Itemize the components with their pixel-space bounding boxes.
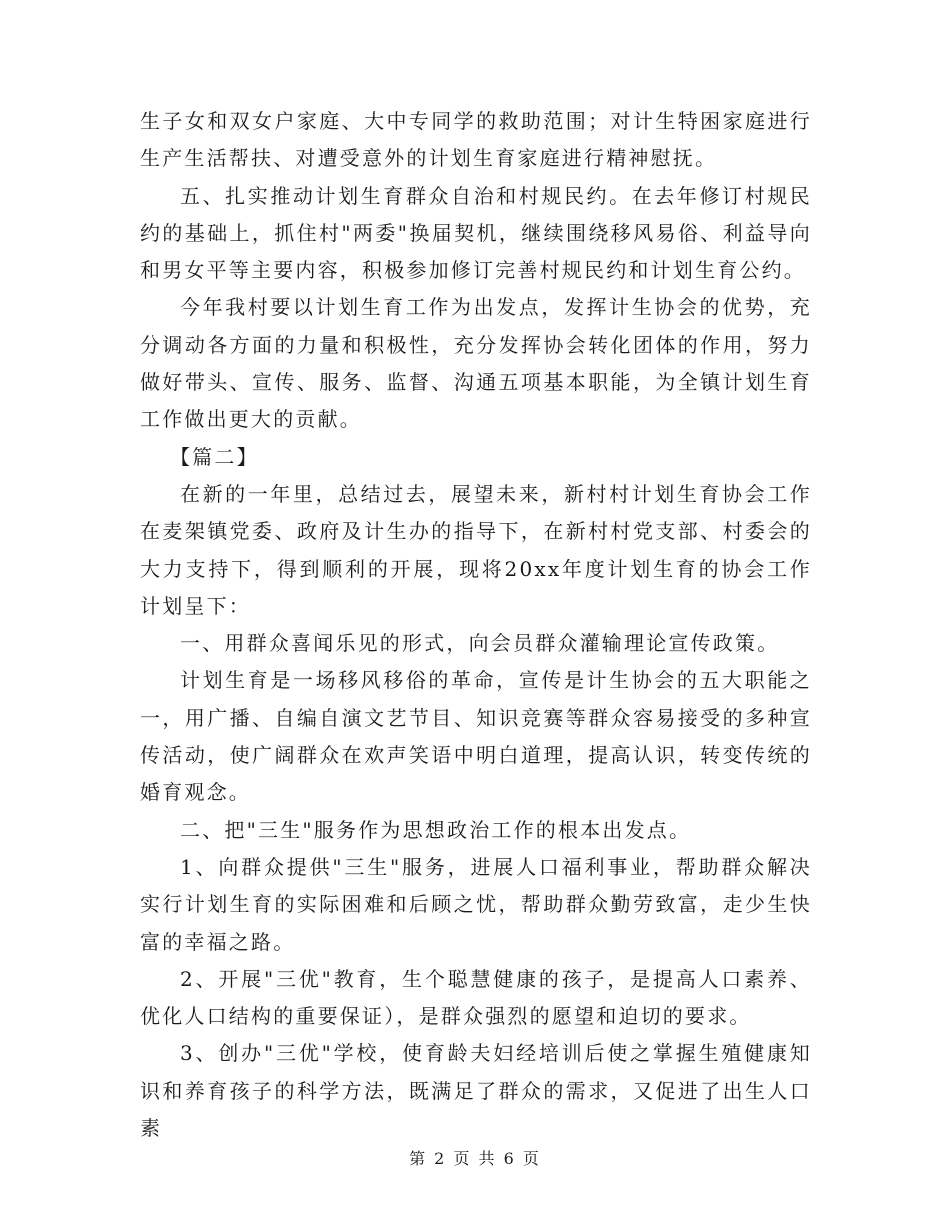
paragraph-item-5: 五、扎实推动计划生育群众自治和村规民约。在去年修订村规民约的基础上，抓住村"两委"换届契机，继续围绕移风易俗、利益导向和男女平等主要内容，积极参加修订完善村规民约和计划生育公约。 [140,183,812,283]
paragraph-subitem-3: 3、创办"三优"学校，使育龄夫妇经培训后使之掌握生殖健康知识和养育孩子的科学方法，既满足了群众的需求，又促进了出生人口素 [140,1041,812,1141]
paragraph-subitem-2: 2、开展"三优"教育，生个聪慧健康的孩子，是提高人口素养、优化人口结构的重要保证），是群众强烈的愿望和迫切的要求。 [140,966,812,1029]
paragraph-continuation: 生子女和双女户家庭、大中专同学的救助范围；对计生特困家庭进行生产生活帮扶、对遭受意外的计划生育家庭进行精神慰抚。 [140,109,812,171]
paragraph-item-1: 一、用群众喜闻乐见的形式，向会员群众灌输理论宣传政策。 [180,631,780,656]
section-heading: 【篇二】 [170,444,259,469]
paragraph-intro: 在新的一年里，总结过去，展望未来，新村村计划生育协会工作在麦架镇党委、政府及计生办的指导下，在新村村党支部、村委会的大力支持下，得到顺利的开展，现将20xx年度计划生育的协会工作计划呈下： [140,481,812,618]
document-body [140,103,812,1147]
paragraph-summary: 今年我村要以计划生育工作为出发点，发挥计生协会的优势，充分调动各方面的力量和积极性，充分发挥协会转化团体的作用，努力做好带头、宣传、服务、监督、沟通五项基本职能，为全镇计划生育工作做出更大的贡献。 [140,295,812,432]
paragraph-subitem-1: 1、向群众提供"三生"服务，进展人口福利事业，帮助群众解决实行计划生育的实际困难和后顾之忧，帮助群众勤劳致富，走少生快富的幸福之路。 [140,854,812,954]
paragraph-item-2: 二、把"三生"服务作为思想政治工作的根本出发点。 [180,817,692,842]
page-number-footer: 第 2 页 共 6 页 [409,1149,541,1168]
paragraph-propaganda: 计划生育是一场移风移俗的革命，宣传是计生协会的五大职能之一，用广播、自编自演文艺节目、知识竞赛等群众容易接受的多种宣传活动，使广阔群众在欢声笑语中明白道理，提高认识，转变传统的婚育观念。 [140,668,812,805]
